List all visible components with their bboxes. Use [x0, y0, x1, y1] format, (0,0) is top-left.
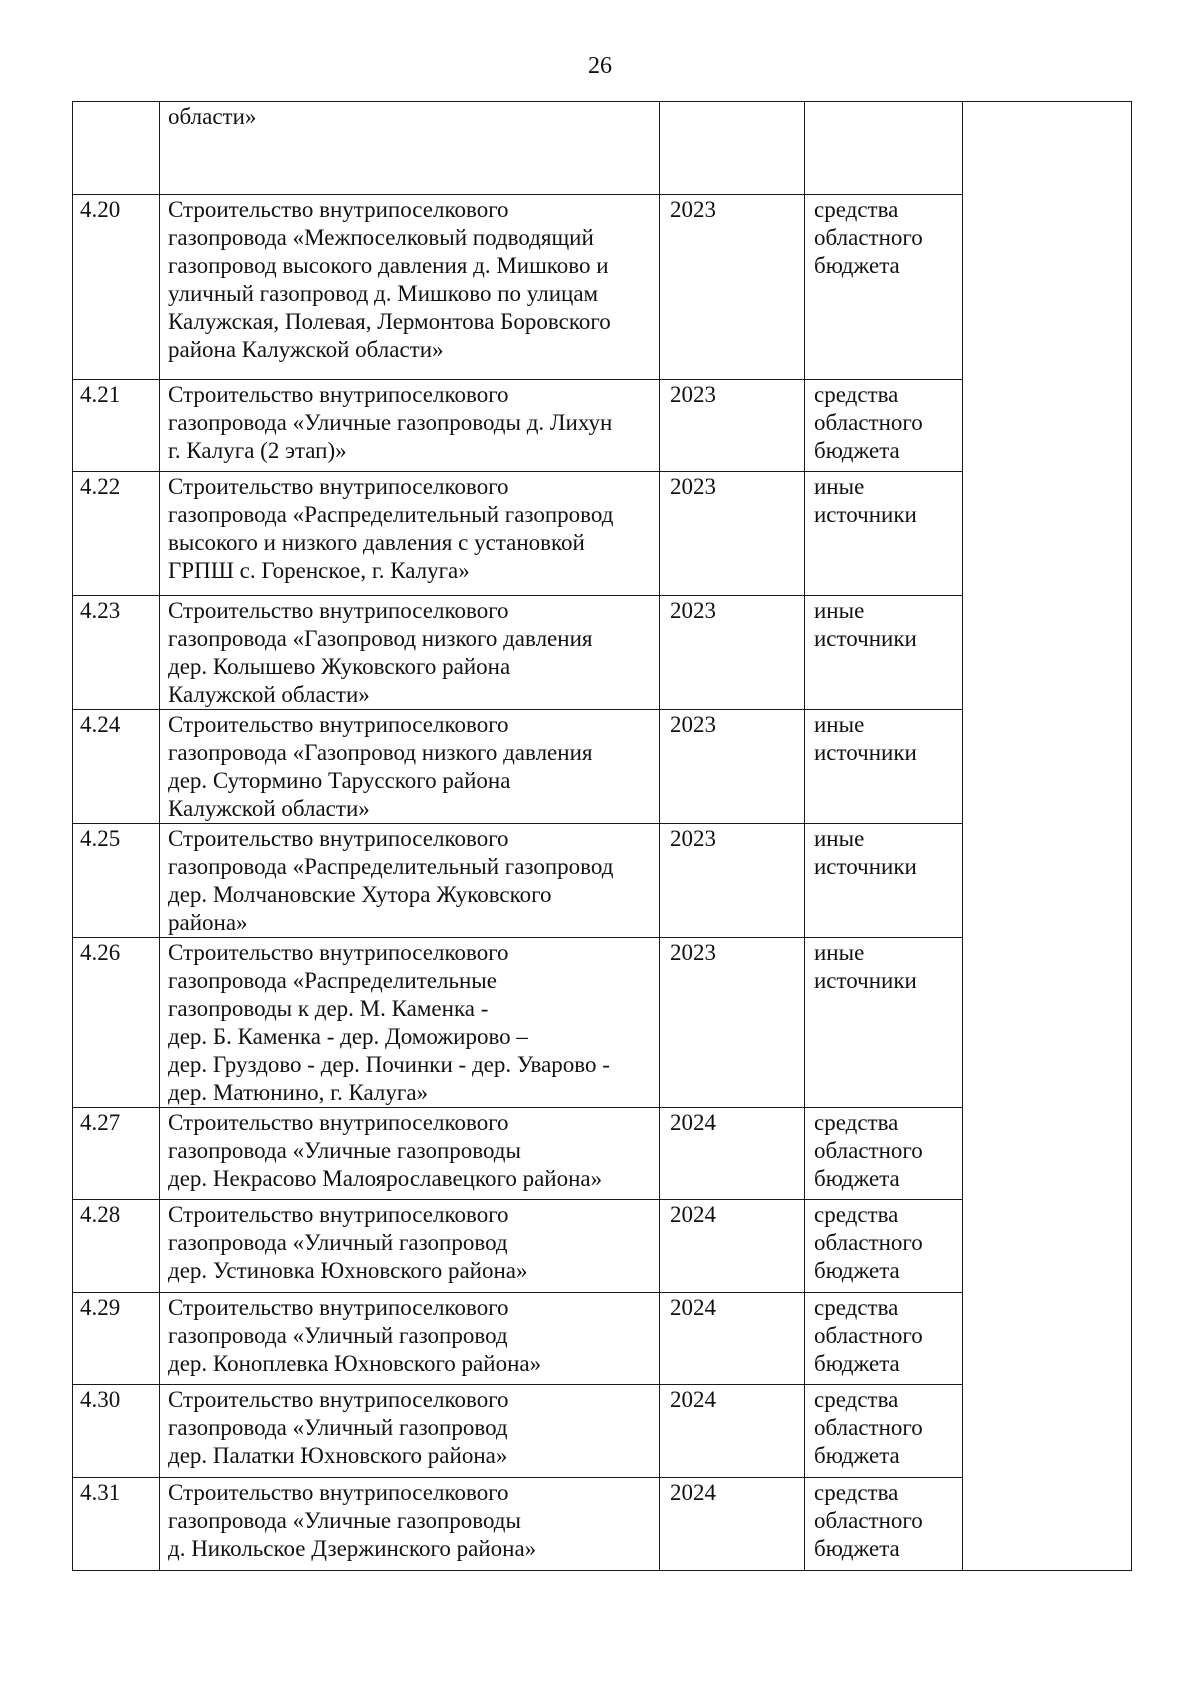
program-table: [72, 101, 1132, 1571]
extra-cell: [963, 472, 1132, 596]
table-row: [73, 824, 1132, 938]
project-name-cell: Строительство внутрипоселкового газопровода «Распределительные газопроводы к дер. М. Каменка - дер. Б. Каменка - дер. Доможирово – дер. Груздово - дер. Починки - дер. Уварово - дер. Матюнино, г. Калуга»: [160, 938, 660, 1108]
table-row: [73, 1385, 1132, 1478]
row-number-cell: 4.23: [73, 596, 160, 710]
table-row: [73, 596, 1132, 710]
table-row: [73, 102, 1132, 195]
table-row: [73, 1200, 1132, 1293]
row-number-cell: 4.31: [73, 1478, 160, 1571]
year-cell: 2024: [660, 1108, 805, 1200]
project-name-cell: Строительство внутрипоселкового газопровода «Распределительный газопровод высокого и низкого давления с установкой ГРПШ с. Горенское, г. Калуга»: [160, 472, 660, 596]
funding-source-cell: средства областного бюджета: [805, 1385, 963, 1478]
funding-source-cell: иные источники: [805, 596, 963, 710]
funding-source-cell: средства областного бюджета: [805, 1200, 963, 1293]
row-number-cell: 4.30: [73, 1385, 160, 1478]
project-name-cell: области»: [160, 102, 660, 195]
year-cell: 2023: [660, 938, 805, 1108]
funding-source-cell: иные источники: [805, 710, 963, 824]
extra-cell: [963, 824, 1132, 938]
row-number-cell: 4.20: [73, 195, 160, 380]
extra-cell: [963, 1108, 1132, 1200]
extra-cell: [963, 1293, 1132, 1385]
year-cell: 2023: [660, 710, 805, 824]
extra-cell: [963, 380, 1132, 472]
funding-source-cell: средства областного бюджета: [805, 195, 963, 380]
table-row: [73, 1293, 1132, 1385]
funding-source-cell: иные источники: [805, 938, 963, 1108]
row-number-cell: 4.28: [73, 1200, 160, 1293]
project-name-cell: Строительство внутрипоселкового газопровода «Газопровод низкого давления дер. Колышево Жуковского района Калужской области»: [160, 596, 660, 710]
project-name-cell: Строительство внутрипоселкового газопровода «Газопровод низкого давления дер. Сутормино Тарусского района Калужской области»: [160, 710, 660, 824]
funding-source-cell: иные источники: [805, 824, 963, 938]
row-number-cell: 4.22: [73, 472, 160, 596]
project-name-cell: Строительство внутрипоселкового газопровода «Уличный газопровод дер. Коноплевка Юхновского района»: [160, 1293, 660, 1385]
table-row: [73, 710, 1132, 824]
extra-cell: [963, 1200, 1132, 1293]
project-name-cell: Строительство внутрипоселкового газопровода «Уличные газопроводы дер. Некрасово Малоярославецкого района»: [160, 1108, 660, 1200]
table-row: [73, 195, 1132, 380]
extra-cell: [963, 195, 1132, 380]
table-row: [73, 380, 1132, 472]
funding-source-cell: средства областного бюджета: [805, 380, 963, 472]
table-row: [73, 472, 1132, 596]
project-name-cell: Строительство внутрипоселкового газопровода «Уличный газопровод дер. Устиновка Юхновского района»: [160, 1200, 660, 1293]
year-cell: 2024: [660, 1478, 805, 1571]
row-number-cell: 4.26: [73, 938, 160, 1108]
funding-source-cell: иные источники: [805, 472, 963, 596]
page-number: 26: [588, 53, 612, 79]
extra-cell: [963, 1385, 1132, 1478]
extra-cell: [963, 596, 1132, 710]
table-body: [73, 102, 1132, 1571]
project-name-cell: Строительство внутрипоселкового газопровода «Распределительный газопровод дер. Молчановские Хутора Жуковского района»: [160, 824, 660, 938]
table-row: [73, 1108, 1132, 1200]
funding-source-cell: средства областного бюджета: [805, 1478, 963, 1571]
extra-cell: [963, 710, 1132, 824]
year-cell: 2023: [660, 596, 805, 710]
row-number-cell: [73, 102, 160, 195]
year-cell: 2023: [660, 472, 805, 596]
project-name-cell: Строительство внутрипоселкового газопровода «Уличный газопровод дер. Палатки Юхновского района»: [160, 1385, 660, 1478]
project-name-cell: Строительство внутрипоселкового газопровода «Межпоселковый подводящий газопровод высокого давления д. Мишково и уличный газопровод д. Мишково по улицам Калужская, Полевая, Лермонтова Боровского района Калужской области»: [160, 195, 660, 380]
extra-cell: [963, 1478, 1132, 1571]
project-name-cell: Строительство внутрипоселкового газопровода «Уличные газопроводы д. Лихун г. Калуга (2 этап)»: [160, 380, 660, 472]
year-cell: [660, 102, 805, 195]
extra-cell: [963, 102, 1132, 195]
project-name-cell: Строительство внутрипоселкового газопровода «Уличные газопроводы д. Никольское Дзержинского района»: [160, 1478, 660, 1571]
row-number-cell: 4.27: [73, 1108, 160, 1200]
row-number-cell: 4.21: [73, 380, 160, 472]
funding-source-cell: [805, 102, 963, 195]
funding-source-cell: средства областного бюджета: [805, 1108, 963, 1200]
year-cell: 2023: [660, 380, 805, 472]
year-cell: 2024: [660, 1293, 805, 1385]
year-cell: 2024: [660, 1200, 805, 1293]
row-number-cell: 4.29: [73, 1293, 160, 1385]
extra-cell: [963, 938, 1132, 1108]
table-row: [73, 1478, 1132, 1571]
row-number-cell: 4.24: [73, 710, 160, 824]
row-number-cell: 4.25: [73, 824, 160, 938]
table-row: [73, 938, 1132, 1108]
year-cell: 2023: [660, 824, 805, 938]
year-cell: 2023: [660, 195, 805, 380]
year-cell: 2024: [660, 1385, 805, 1478]
funding-source-cell: средства областного бюджета: [805, 1293, 963, 1385]
